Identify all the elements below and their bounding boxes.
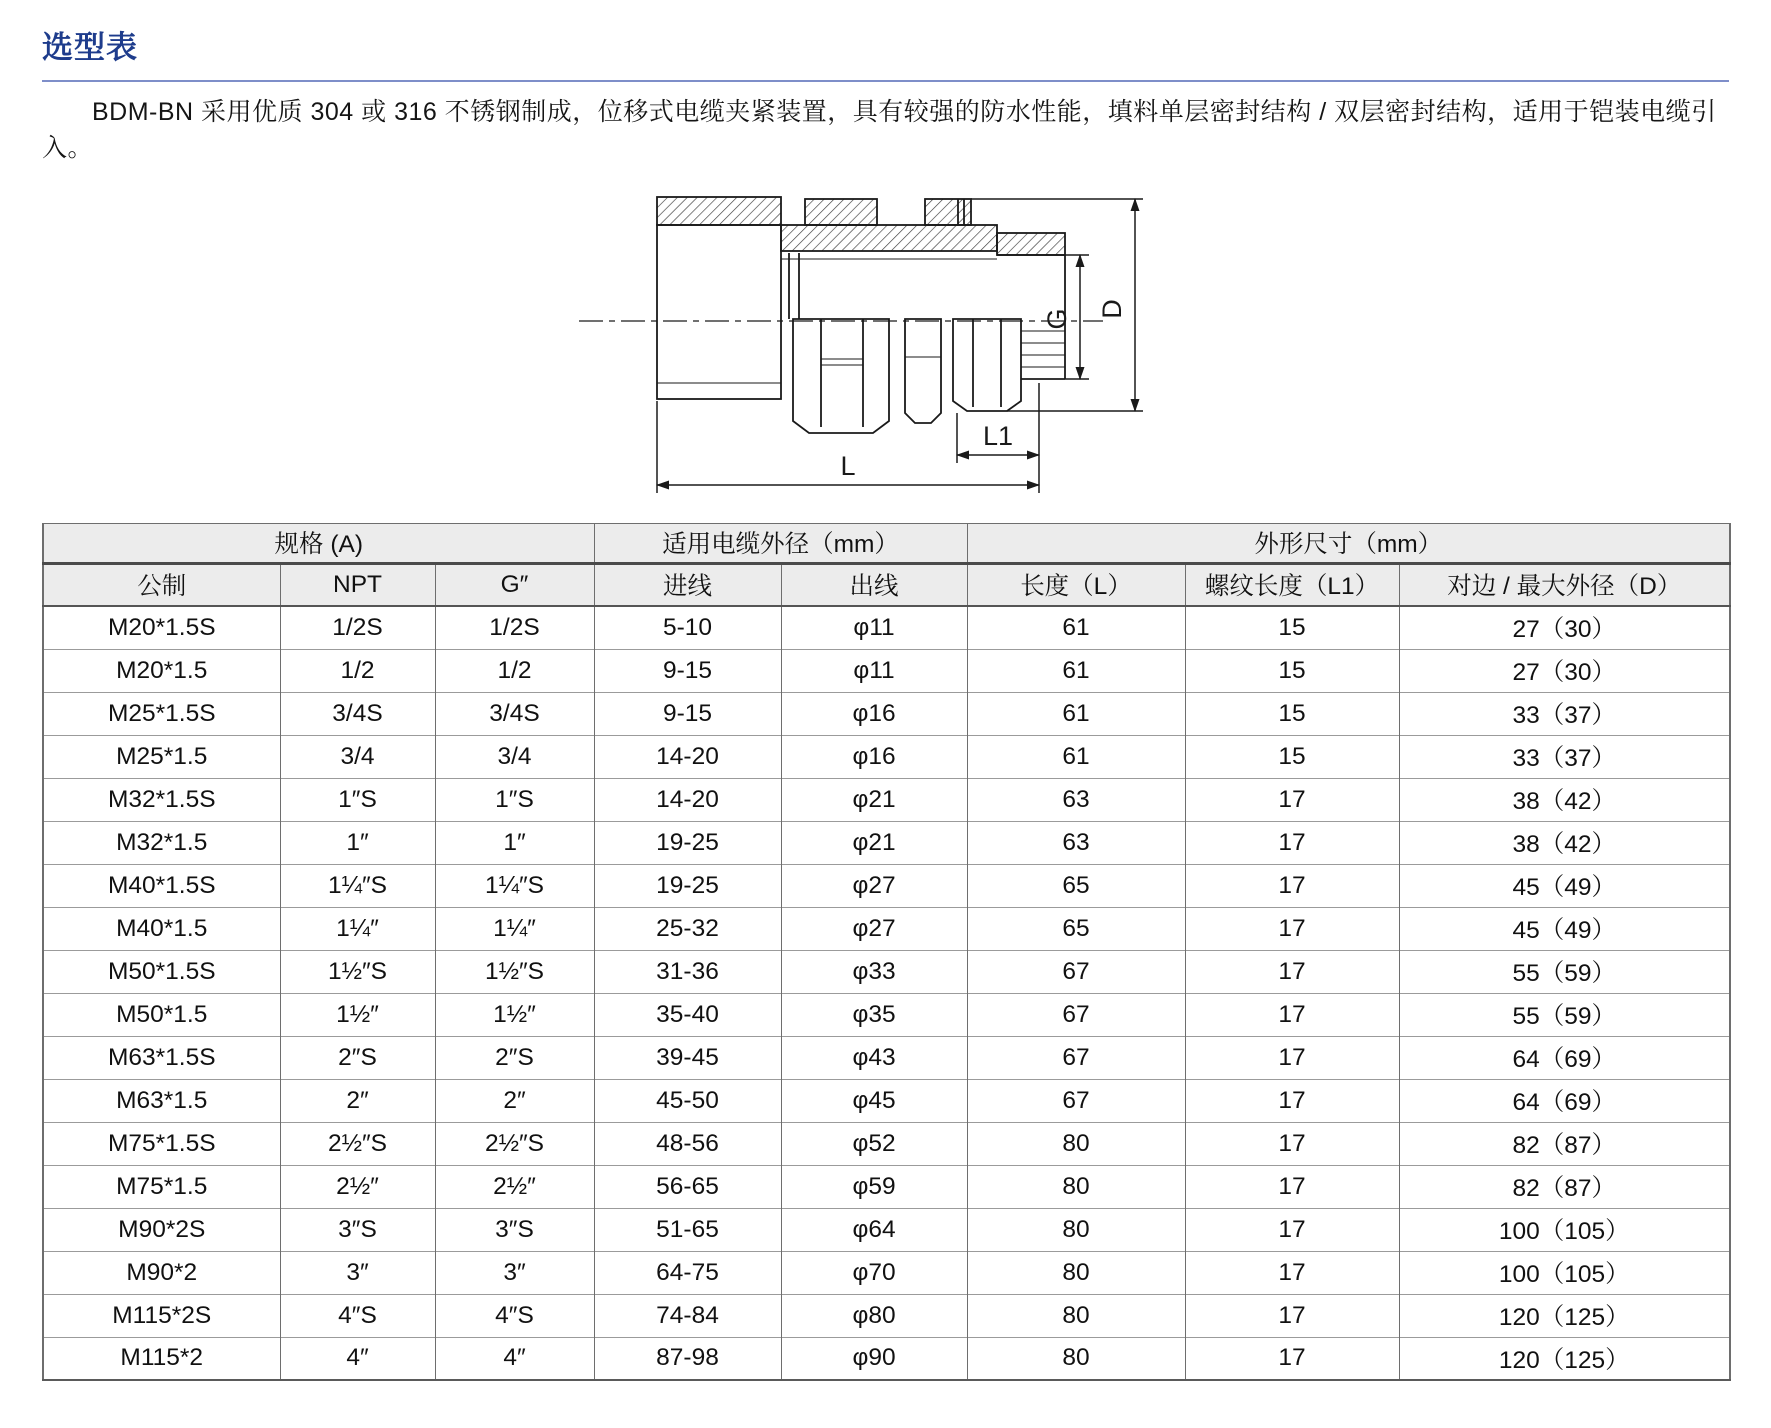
- table-cell: 35-40: [594, 993, 781, 1036]
- table-cell: 63: [967, 821, 1185, 864]
- table-cell: 38（42）: [1399, 821, 1730, 864]
- table-cell: 65: [967, 864, 1185, 907]
- table-cell: 64（69）: [1399, 1079, 1730, 1122]
- table-cell: 31-36: [594, 950, 781, 993]
- table-cell: 100（105）: [1399, 1208, 1730, 1251]
- seal-ring-section: [805, 199, 877, 225]
- table-row: [43, 1294, 1730, 1337]
- table-cell: 45（49）: [1399, 864, 1730, 907]
- hex-nut-large: [793, 319, 889, 433]
- table-cell: 45（49）: [1399, 907, 1730, 950]
- table-cell: 1/2: [435, 649, 594, 692]
- table-body: [43, 606, 1730, 1380]
- table-cell: 17: [1185, 864, 1399, 907]
- table-row: [43, 778, 1730, 821]
- table-cell: 3/4: [280, 735, 435, 778]
- table-cell: 33（37）: [1399, 692, 1730, 735]
- table-cell: 61: [967, 606, 1185, 649]
- table-row: [43, 907, 1730, 950]
- table-cell: 17: [1185, 1337, 1399, 1380]
- gland-body-outline: [579, 197, 1103, 433]
- table-cell: 1¼″S: [280, 864, 435, 907]
- table-cell: 25-32: [594, 907, 781, 950]
- table-cell: 2½″S: [280, 1122, 435, 1165]
- table-cell: 15: [1185, 735, 1399, 778]
- table-row: [43, 1036, 1730, 1079]
- table-row: [43, 821, 1730, 864]
- table-row: [43, 606, 1730, 649]
- table-cell: 2½″: [280, 1165, 435, 1208]
- table-cell: M75*1.5: [43, 1165, 280, 1208]
- table-cell: φ45: [781, 1079, 967, 1122]
- table-cell: 56-65: [594, 1165, 781, 1208]
- table-cell: 1½″S: [280, 950, 435, 993]
- table-cell: 17: [1185, 1208, 1399, 1251]
- table-cell: 1/2S: [435, 606, 594, 649]
- entry-flange-section: [657, 197, 781, 225]
- table-cell: 3″: [435, 1251, 594, 1294]
- table-cell: M90*2: [43, 1251, 280, 1294]
- table-cell: 87-98: [594, 1337, 781, 1380]
- table-cell: 120（125）: [1399, 1337, 1730, 1380]
- table-cell: 3/4S: [280, 692, 435, 735]
- table-cell: φ27: [781, 907, 967, 950]
- table-cell: 61: [967, 692, 1185, 735]
- table-cell: 3″S: [435, 1208, 594, 1251]
- table-cell: 82（87）: [1399, 1165, 1730, 1208]
- col-header-metric: 公制: [43, 563, 280, 606]
- table-cell: 64（69）: [1399, 1036, 1730, 1079]
- col-header-max-od: 对边 / 最大外径（D）: [1399, 563, 1730, 606]
- table-cell: 9-15: [594, 649, 781, 692]
- table-cell: 80: [967, 1294, 1185, 1337]
- table-row: [43, 950, 1730, 993]
- table-cell: 2½″S: [435, 1122, 594, 1165]
- table-cell: M20*1.5S: [43, 606, 280, 649]
- table-column-header-row: [43, 563, 1730, 606]
- table-cell: 17: [1185, 907, 1399, 950]
- table-cell: M40*1.5S: [43, 864, 280, 907]
- table-cell: 17: [1185, 821, 1399, 864]
- table-cell: M32*1.5: [43, 821, 280, 864]
- group-header-cable-od: 适用电缆外径（mm）: [594, 523, 967, 563]
- col-header-outlet: 出线: [781, 563, 967, 606]
- group-header-dimensions: 外形尺寸（mm）: [967, 523, 1730, 563]
- table-cell: 1¼″: [280, 907, 435, 950]
- table-cell: φ11: [781, 649, 967, 692]
- table-cell: 1″: [280, 821, 435, 864]
- table-cell: M115*2S: [43, 1294, 280, 1337]
- intro-paragraph: BDM-BN 采用优质 304 或 316 不锈钢制成，位移式电缆夹紧装置，具有较强的防水性能，填料单层密封结构 / 双层密封结构，适用于铠装电缆引入。: [42, 98, 1717, 163]
- table-row: [43, 1165, 1730, 1208]
- table-row: [43, 1251, 1730, 1294]
- table-cell: 1″S: [280, 778, 435, 821]
- table-cell: M63*1.5: [43, 1079, 280, 1122]
- table-cell: M115*2: [43, 1337, 280, 1380]
- table-cell: 2″: [280, 1079, 435, 1122]
- group-header-spec: 规格 (A): [43, 523, 594, 563]
- table-cell: φ21: [781, 778, 967, 821]
- table-row: [43, 692, 1730, 735]
- table-cell: 2″S: [435, 1036, 594, 1079]
- table-cell: 80: [967, 1251, 1185, 1294]
- table-cell: 1¼″S: [435, 864, 594, 907]
- table-cell: 2″: [435, 1079, 594, 1122]
- cable-gland-diagram: [537, 169, 1177, 507]
- table-cell: 4″: [435, 1337, 594, 1380]
- table-cell: 4″S: [280, 1294, 435, 1337]
- table-cell: φ59: [781, 1165, 967, 1208]
- table-cell: 63: [967, 778, 1185, 821]
- table-cell: M50*1.5: [43, 993, 280, 1036]
- col-header-length: 长度（L）: [967, 563, 1185, 606]
- table-cell: 45-50: [594, 1079, 781, 1122]
- table-cell: φ33: [781, 950, 967, 993]
- table-row: [43, 1079, 1730, 1122]
- exit-flange-section: [997, 233, 1065, 255]
- table-cell: 80: [967, 1122, 1185, 1165]
- table-cell: 67: [967, 1079, 1185, 1122]
- table-cell: 19-25: [594, 821, 781, 864]
- table-cell: 1¼″: [435, 907, 594, 950]
- table-cell: 80: [967, 1337, 1185, 1380]
- table-cell: M20*1.5: [43, 649, 280, 692]
- table-cell: φ70: [781, 1251, 967, 1294]
- table-cell: 2″S: [280, 1036, 435, 1079]
- col-header-thread-length: 螺纹长度（L1）: [1185, 563, 1399, 606]
- table-cell: φ80: [781, 1294, 967, 1337]
- title-divider: [42, 80, 1729, 82]
- table-cell: 74-84: [594, 1294, 781, 1337]
- table-cell: 5-10: [594, 606, 781, 649]
- table-cell: 3″: [280, 1251, 435, 1294]
- table-cell: φ52: [781, 1122, 967, 1165]
- table-cell: 65: [967, 907, 1185, 950]
- table-cell: 14-20: [594, 778, 781, 821]
- table-row: [43, 1208, 1730, 1251]
- table-cell: 100（105）: [1399, 1251, 1730, 1294]
- table-cell: 15: [1185, 649, 1399, 692]
- table-cell: 1″S: [435, 778, 594, 821]
- table-cell: 1″: [435, 821, 594, 864]
- table-cell: M40*1.5: [43, 907, 280, 950]
- table-cell: 2½″: [435, 1165, 594, 1208]
- table-cell: φ90: [781, 1337, 967, 1380]
- table-cell: φ27: [781, 864, 967, 907]
- table-cell: 17: [1185, 1036, 1399, 1079]
- table-cell: φ16: [781, 735, 967, 778]
- table-cell: 17: [1185, 1079, 1399, 1122]
- dim-label-G: G: [1042, 307, 1072, 330]
- gland-sleeve-section: [781, 225, 997, 251]
- table-cell: M75*1.5S: [43, 1122, 280, 1165]
- table-cell: M32*1.5S: [43, 778, 280, 821]
- table-cell: 120（125）: [1399, 1294, 1730, 1337]
- table-cell: 1/2: [280, 649, 435, 692]
- table-cell: 3/4: [435, 735, 594, 778]
- table-cell: 61: [967, 649, 1185, 692]
- table-cell: φ21: [781, 821, 967, 864]
- table-cell: 1½″: [280, 993, 435, 1036]
- table-cell: 82（87）: [1399, 1122, 1730, 1165]
- table-cell: 55（59）: [1399, 950, 1730, 993]
- table-cell: 9-15: [594, 692, 781, 735]
- selection-table: [42, 523, 1731, 1382]
- dim-label-L: L: [840, 450, 856, 481]
- table-cell: M90*2S: [43, 1208, 280, 1251]
- table-cell: M25*1.5: [43, 735, 280, 778]
- table-cell: 38（42）: [1399, 778, 1730, 821]
- table-cell: 61: [967, 735, 1185, 778]
- table-cell: φ11: [781, 606, 967, 649]
- cable-gland-drawing: [537, 169, 1177, 507]
- table-cell: 51-65: [594, 1208, 781, 1251]
- table-cell: 80: [967, 1165, 1185, 1208]
- table-cell: 4″S: [435, 1294, 594, 1337]
- table-cell: 1/2S: [280, 606, 435, 649]
- table-row: [43, 864, 1730, 907]
- table-row: [43, 735, 1730, 778]
- table-cell: 80: [967, 1208, 1185, 1251]
- table-row: [43, 1122, 1730, 1165]
- table-cell: 27（30）: [1399, 649, 1730, 692]
- table-cell: 64-75: [594, 1251, 781, 1294]
- table-cell: M25*1.5S: [43, 692, 280, 735]
- table-cell: 17: [1185, 1251, 1399, 1294]
- dim-label-L1: L1: [982, 420, 1014, 451]
- table-cell: M63*1.5S: [43, 1036, 280, 1079]
- hex-nut-gland: [953, 319, 1021, 411]
- table-cell: 67: [967, 993, 1185, 1036]
- col-header-inlet: 进线: [594, 563, 781, 606]
- table-cell: 17: [1185, 1294, 1399, 1337]
- table-cell: 17: [1185, 993, 1399, 1036]
- col-header-g: G″: [435, 563, 594, 606]
- table-cell: 17: [1185, 1165, 1399, 1208]
- table-cell: 15: [1185, 692, 1399, 735]
- hex-nut-small: [905, 319, 941, 423]
- table-cell: 67: [967, 1036, 1185, 1079]
- table-cell: M50*1.5S: [43, 950, 280, 993]
- table-cell: φ64: [781, 1208, 967, 1251]
- table-cell: 55（59）: [1399, 993, 1730, 1036]
- table-cell: 1½″: [435, 993, 594, 1036]
- table-cell: 17: [1185, 1122, 1399, 1165]
- table-cell: 1½″S: [435, 950, 594, 993]
- page-title: 选型表: [42, 30, 138, 65]
- table-cell: 17: [1185, 778, 1399, 821]
- dim-label-D: D: [1097, 298, 1127, 319]
- table-cell: 3″S: [280, 1208, 435, 1251]
- table-row: [43, 993, 1730, 1036]
- table-cell: 39-45: [594, 1036, 781, 1079]
- table-cell: 14-20: [594, 735, 781, 778]
- table-cell: 19-25: [594, 864, 781, 907]
- table-cell: φ16: [781, 692, 967, 735]
- table-cell: 48-56: [594, 1122, 781, 1165]
- table-cell: φ43: [781, 1036, 967, 1079]
- table-cell: 33（37）: [1399, 735, 1730, 778]
- table-cell: φ35: [781, 993, 967, 1036]
- table-group-header-row: [43, 523, 1730, 563]
- col-header-npt: NPT: [280, 563, 435, 606]
- table-cell: 17: [1185, 950, 1399, 993]
- table-cell: 27（30）: [1399, 606, 1730, 649]
- table-cell: 4″: [280, 1337, 435, 1380]
- table-cell: 3/4S: [435, 692, 594, 735]
- table-cell: 15: [1185, 606, 1399, 649]
- table-cell: 67: [967, 950, 1185, 993]
- table-row: [43, 1337, 1730, 1380]
- table-row: [43, 649, 1730, 692]
